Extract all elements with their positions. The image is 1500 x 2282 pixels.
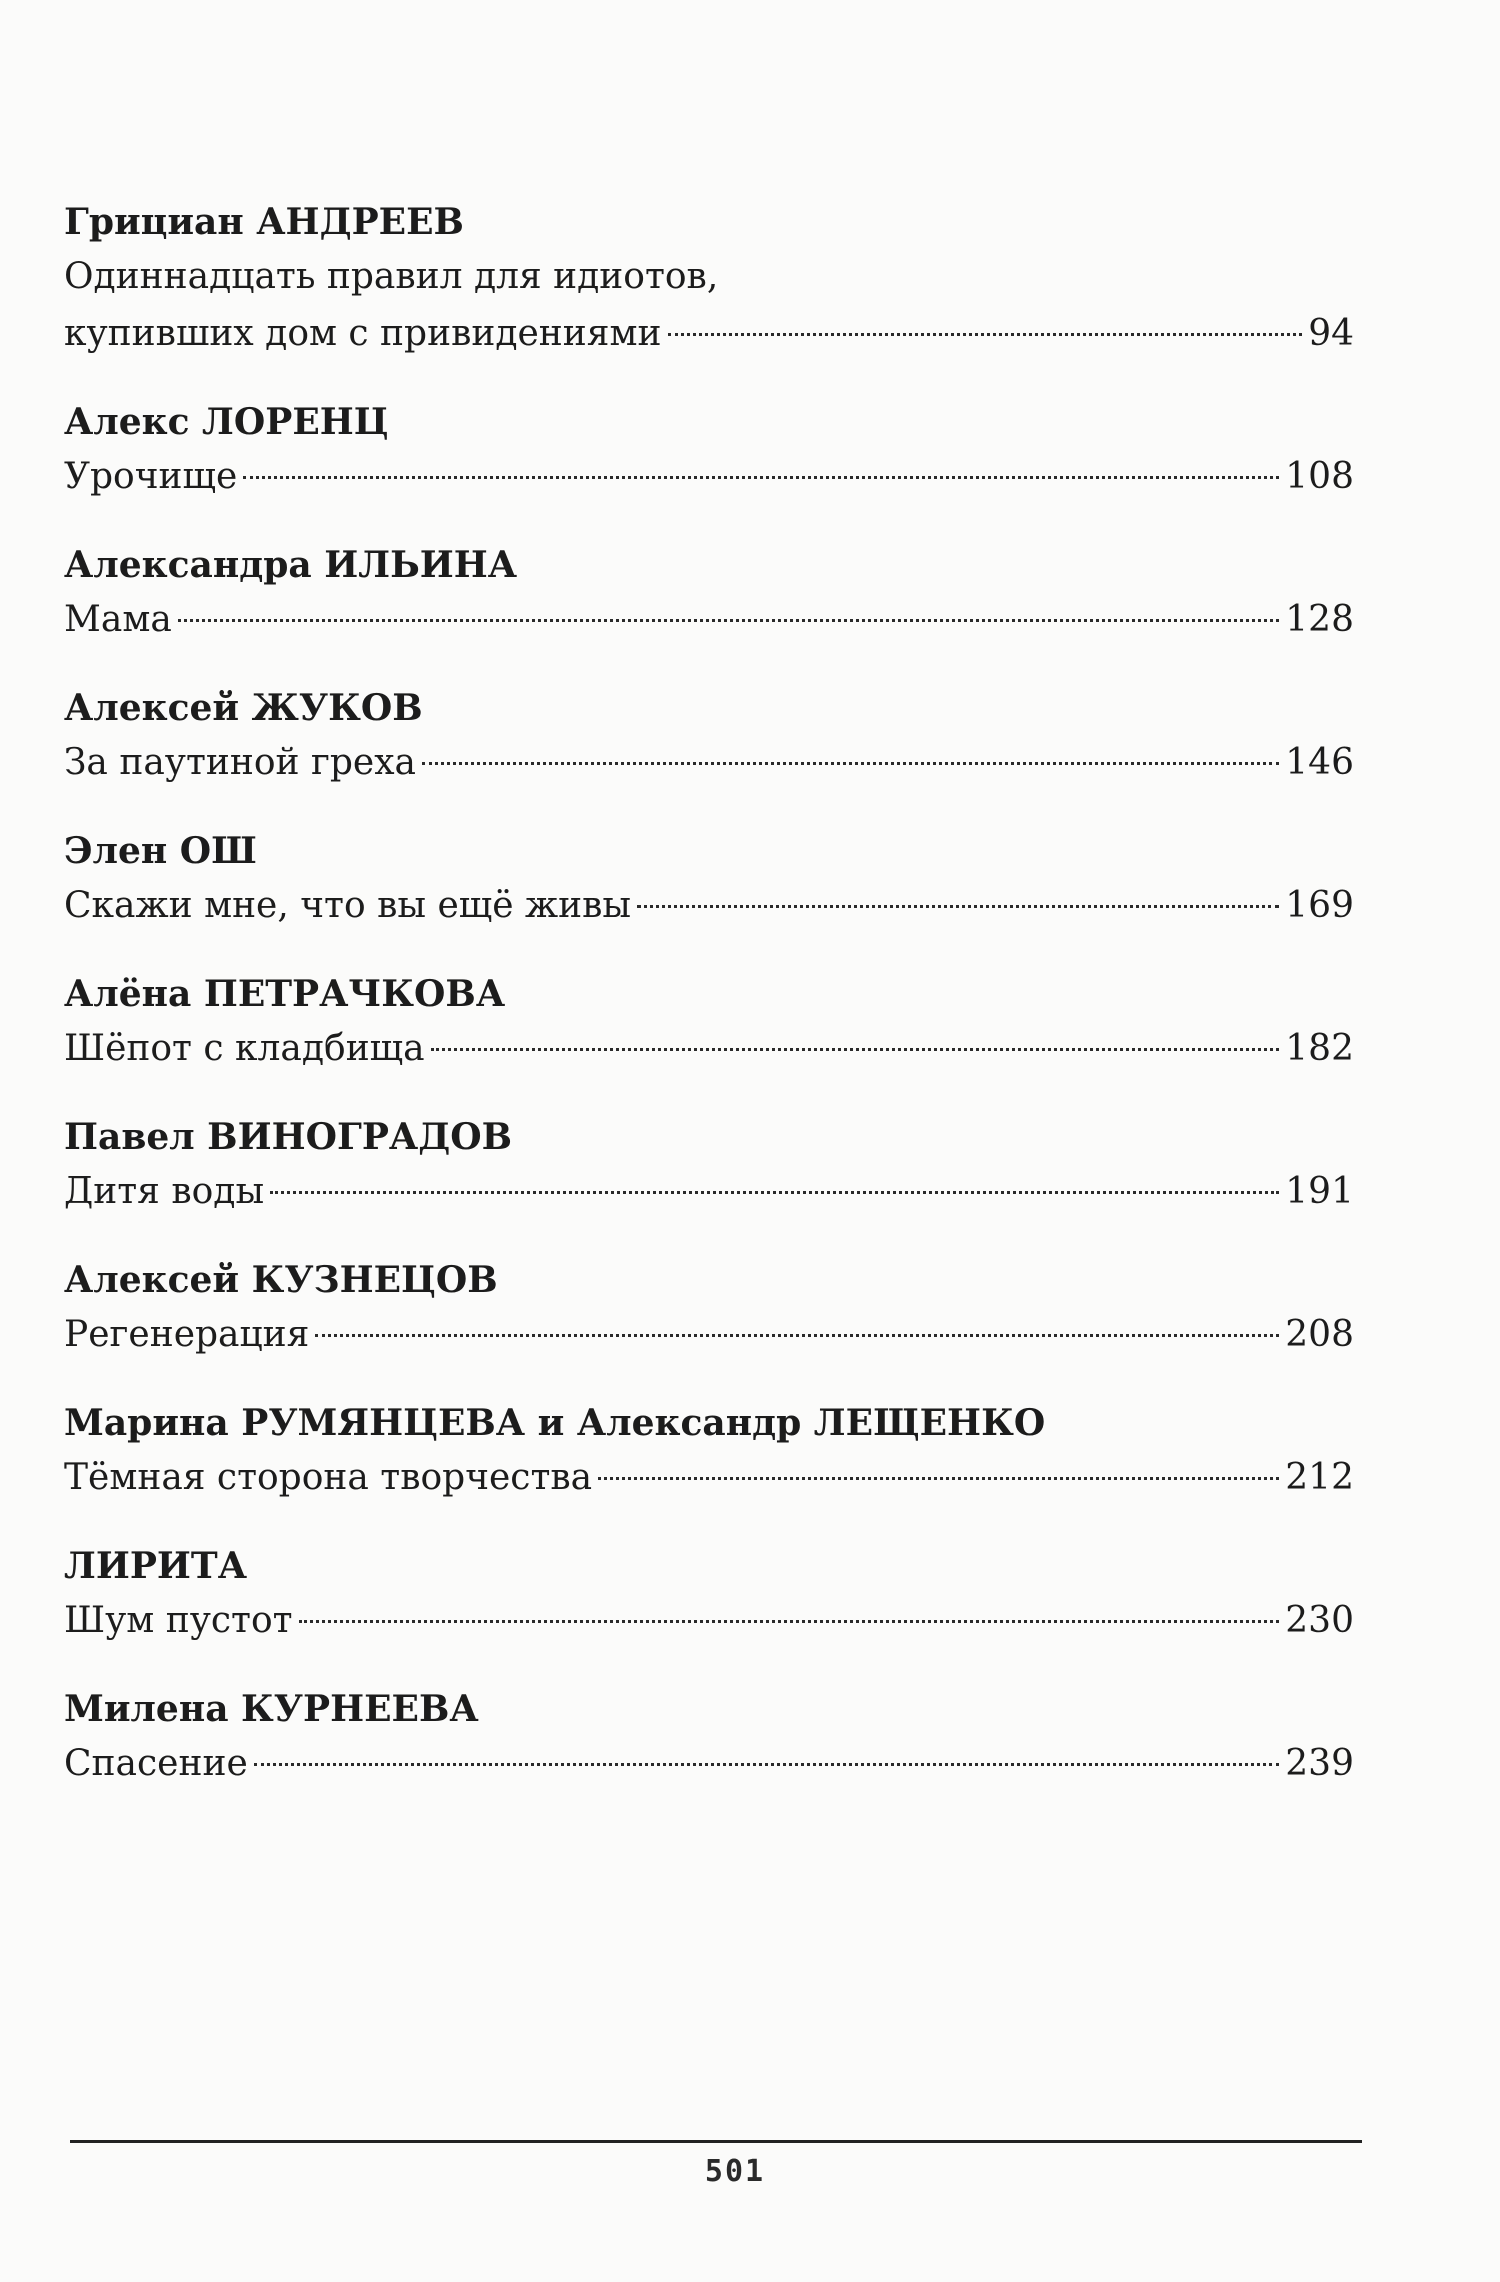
toc-page-number: 239 (1285, 1743, 1354, 1784)
toc-page-number: 108 (1285, 456, 1354, 497)
table-of-contents (64, 196, 1354, 1826)
toc-entry (64, 1254, 1354, 1363)
toc-author: Элен ОШ (64, 830, 257, 872)
toc-author: Алексей КУЗНЕЦОВ (64, 1259, 498, 1301)
toc-title: За паутиной греха (64, 742, 416, 783)
toc-title: Спасение (64, 1743, 248, 1784)
dot-leader (178, 619, 1279, 622)
toc-entry (64, 396, 1354, 505)
page-number: 501 (704, 2154, 766, 2189)
toc-page-number: 182 (1285, 1028, 1354, 1069)
toc-title: Шёпот с кладбища (64, 1028, 425, 1069)
toc-title: Шум пустот (64, 1600, 293, 1641)
toc-author: Грициан АНДРЕЕВ (64, 201, 464, 243)
dot-leader (431, 1048, 1280, 1051)
dot-leader (598, 1477, 1279, 1480)
toc-title-row (64, 1163, 1354, 1220)
toc-author: Алексей ЖУКОВ (64, 687, 423, 729)
toc-page-number: 169 (1285, 885, 1354, 926)
toc-entry (64, 539, 1354, 648)
toc-page-number: 94 (1308, 313, 1354, 354)
toc-entry (64, 1540, 1354, 1649)
toc-title-row (64, 448, 1354, 505)
toc-title-row (64, 1020, 1354, 1077)
toc-title: купивших дом с привидениями (64, 313, 662, 354)
toc-title: Урочище (64, 456, 238, 497)
footer-rule (70, 2140, 1362, 2143)
toc-entry (64, 825, 1354, 934)
toc-entry (64, 1111, 1354, 1220)
toc-title: Дитя воды (64, 1171, 265, 1212)
toc-page-number: 230 (1285, 1600, 1354, 1641)
toc-entry (64, 1683, 1354, 1792)
toc-title: Скажи мне, что вы ещё живы (64, 885, 631, 926)
toc-title-row (64, 1449, 1354, 1506)
toc-title: Регенерация (64, 1314, 310, 1355)
toc-title-line: Одиннадцать правил для идиотов, (64, 256, 719, 297)
toc-author: Алекс ЛОРЕНЦ (64, 401, 389, 443)
dot-leader (270, 1191, 1279, 1194)
toc-title-row (64, 877, 1354, 934)
toc-author: Павел ВИНОГРАДОВ (64, 1116, 513, 1158)
toc-page-number: 146 (1285, 742, 1354, 783)
dot-leader (668, 333, 1303, 336)
toc-entry (64, 196, 1354, 362)
dot-leader (243, 476, 1279, 479)
toc-author: ЛИРИТА (64, 1545, 248, 1587)
toc-entry (64, 968, 1354, 1077)
dot-leader (315, 1334, 1279, 1337)
dot-leader (254, 1763, 1280, 1766)
toc-entry (64, 682, 1354, 791)
toc-title-row (64, 734, 1354, 791)
toc-title-row (64, 591, 1354, 648)
dot-leader (299, 1620, 1280, 1623)
toc-author: Марина РУМЯНЦЕВА и Александр ЛЕЩЕНКО (64, 1402, 1046, 1444)
toc-title: Мама (64, 599, 172, 640)
dot-leader (422, 762, 1279, 765)
toc-title-row (64, 1306, 1354, 1363)
toc-page-number: 212 (1285, 1457, 1354, 1498)
toc-author: Александра ИЛЬИНА (64, 544, 518, 586)
toc-title-row (64, 1735, 1354, 1792)
toc-author: Милена КУРНЕЕВА (64, 1688, 479, 1730)
toc-author: Алёна ПЕТРАЧКОВА (64, 973, 506, 1015)
toc-title: Тёмная сторона творчества (64, 1457, 593, 1498)
toc-title-row (64, 1592, 1354, 1649)
dot-leader (637, 905, 1279, 908)
toc-page-number: 191 (1285, 1171, 1354, 1212)
toc-page-number: 208 (1285, 1314, 1354, 1355)
toc-title-row (64, 305, 1354, 362)
toc-entry (64, 1397, 1354, 1506)
toc-page-number: 128 (1285, 599, 1354, 640)
